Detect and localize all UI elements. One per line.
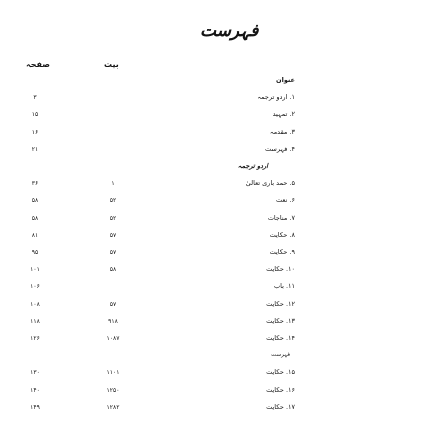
entry-title: ۱۶. حکایت [266,385,295,394]
entry-title: اردو ترجمہ [237,162,268,170]
toc-row [0,177,430,190]
toc-row [0,74,430,87]
verse-number: ۵۷ [109,300,117,308]
verse-number: ۵۷ [109,231,117,239]
page-number: ۵۸ [31,214,39,222]
entry-title: ۸. حکایت [269,230,295,239]
verse-number: ۱۲۵۰ [106,386,120,394]
entry-title: ۱۳. حکایت [266,316,295,325]
page-number: ۱۰۱ [30,266,40,274]
verse-number: ۹۱۸ [108,317,118,325]
toc-row [0,280,430,293]
page-number: ۳ [33,94,37,102]
toc-row [0,194,430,207]
toc-row [0,91,430,104]
page-number: ۳۶ [31,180,39,188]
entry-title: ۱۰. حکایت [266,265,295,274]
entry-title: ۶. نعت [276,196,295,205]
page-title: فہرست [200,21,259,41]
toc-row [0,298,430,311]
page-number: ۱۵ [31,111,39,119]
toc-row [0,160,430,173]
toc-row [0,263,430,276]
page-number: ۱۶ [31,128,39,136]
page-number: ۱۰۸ [30,300,40,308]
verse-number: ۵۸ [109,266,117,274]
page-number: ۱۲۶ [30,335,40,342]
verse-number: ۱۰۸۷ [106,335,120,342]
toc-row [0,384,430,397]
entry-title: ۵. حمد باری تعالیٰ [245,179,295,188]
verse-number: ۵۲ [109,214,117,222]
toc-row [0,229,430,242]
page-number: ۹۵ [31,249,39,256]
entry-title: ۱. اردو ترجمہ [257,93,295,102]
entry-title: ۷. مناجات [267,213,295,222]
verse-number: ۱ [111,180,115,188]
entry-title: ۱۷. حکایت [266,402,295,411]
entry-title: ۳. مقدمہ [269,127,295,136]
verse-number: ۱۲۸۲ [106,403,120,411]
page-number: ۲۱ [31,145,39,153]
entry-title: ۴. فہرست [265,144,295,153]
page-number: ۱۱۸ [30,317,40,325]
page-number: ۱۳۰ [30,369,40,377]
entry-title: فہرست [271,352,290,359]
entry-title: ۲. تمہید [272,110,295,119]
toc-row [0,246,430,259]
toc-row [0,366,430,379]
page-number: ۱۰۶ [30,283,40,291]
entry-title: ۱۴. حکایت [266,334,295,342]
toc-row [0,212,430,225]
column-header-page: صفحہ [26,60,50,69]
entry-title: عنوان [276,76,295,84]
page-number: ۸۱ [31,231,39,239]
toc-row [0,315,430,328]
entry-title: ۱۵. حکایت [266,368,295,377]
toc-row [0,143,430,156]
verse-number: ۵۲ [109,197,117,205]
column-header-verse: بیت [104,60,119,69]
toc-row [0,401,430,414]
toc-row [0,349,430,362]
entry-title: ۹. حکایت [269,248,295,256]
page-number: ۵۸ [31,197,39,205]
entry-title: ۱۲. حکایت [266,299,295,308]
page-number: ۱۴۰ [30,386,40,394]
verse-number: ۱۱۰۱ [106,369,120,377]
page-number: ۱۴۹ [30,403,40,411]
toc-row [0,108,430,121]
toc-row [0,332,430,345]
toc-row [0,126,430,139]
entry-title: ۱۱. باب [273,282,295,291]
verse-number: ۵۷ [109,249,117,256]
